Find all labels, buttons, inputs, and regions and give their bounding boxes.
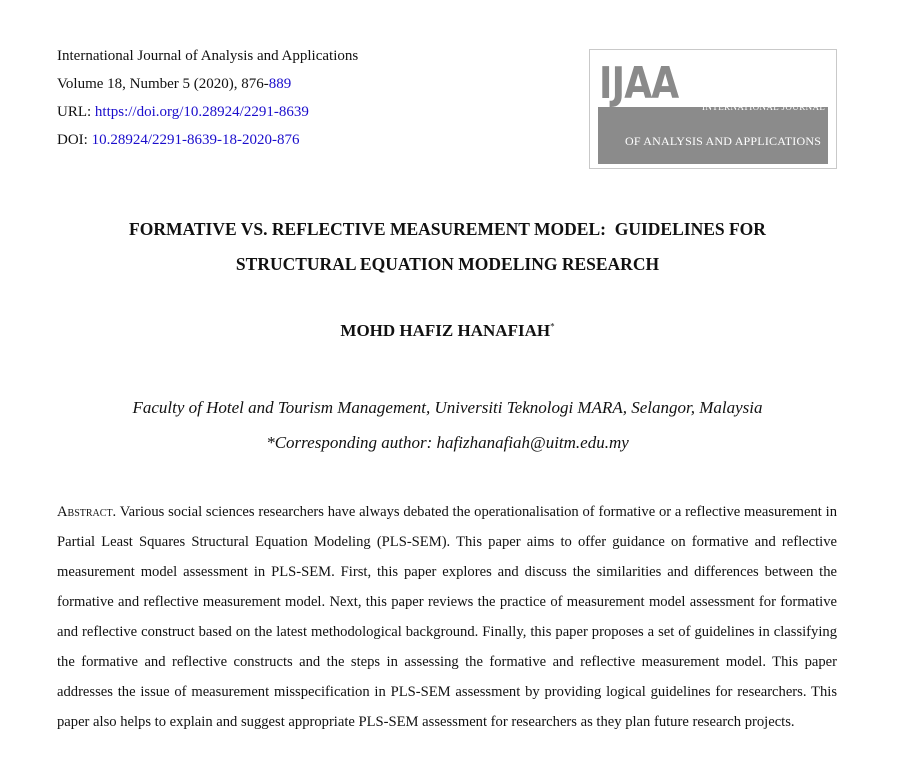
journal-name: International Journal of Analysis and Applications <box>57 48 359 64</box>
author-name: MOHD HAFIZ HANAFIAH <box>340 321 551 340</box>
title-line-2: STRUCTURAL EQUATION MODELING RESEARCH <box>235 254 660 274</box>
logo-tagline-2: OF ANALYSIS AND APPLICATIONS <box>625 134 822 148</box>
volume-line <box>57 70 358 98</box>
volume-text: Volume 18, Number 5 (2020), 876- <box>57 76 269 92</box>
doi-line <box>57 126 358 154</box>
url-line <box>57 98 358 126</box>
url-link[interactable]: https://doi.org/10.28924/2291-8639 <box>94 104 309 120</box>
paper-title <box>0 212 895 282</box>
logo-tagline-1: INTERNATIONAL JOURNAL <box>702 102 826 112</box>
doi-label: DOI: <box>57 132 92 148</box>
abstract-text: Various social sciences researchers have always debated the operationalisation of formative or a reflective measurement in Partial Least Squares Structural Equation Modeling (PLS-SEM). This paper aims to offer guidance on formative and reflective measurement model assessment in PLS-SEM. First, this paper explores and discuss the similarities and differences between the formative and reflective measurement model. Next, this paper reviews the practice of measurement model assessment for formative and reflective construct based on the latest methodological background. Finally, this paper proposes a set of guidelines in classifying the formative and reflective constructs and the steps in assessing the formative and reflective measurement model. This paper addresses the issue of measurement misspecification in PLS-SEM assessment by providing logical guidelines for researchers. This paper also helps to explain and suggest appropriate PLS-SEM assessment for researchers as they plan future research projects. <box>57 504 837 730</box>
corresponding-author: *Corresponding author: hafizhanafiah@uitm.edu.my <box>266 433 629 452</box>
url-label: URL: <box>57 104 95 120</box>
journal-logo <box>589 49 837 169</box>
journal-info <box>57 42 358 154</box>
author <box>0 321 895 341</box>
abstract <box>57 497 837 737</box>
title-line-1: FORMATIVE VS. REFLECTIVE MEASUREMENT MODEL: GUIDELINES FOR <box>129 219 766 239</box>
logo-letters: IJAA <box>599 58 679 109</box>
abstract-label: Abstract. <box>57 504 117 520</box>
affiliation: Faculty of Hotel and Tourism Management, Universiti Teknologi MARA, Selangor, Malaysia <box>132 398 763 417</box>
affiliation-block <box>0 390 895 460</box>
volume-end-page-link[interactable]: 889 <box>268 76 292 92</box>
author-mark: * <box>550 321 555 332</box>
doi-link[interactable]: 10.28924/2291-8639-18-2020-876 <box>91 132 300 148</box>
